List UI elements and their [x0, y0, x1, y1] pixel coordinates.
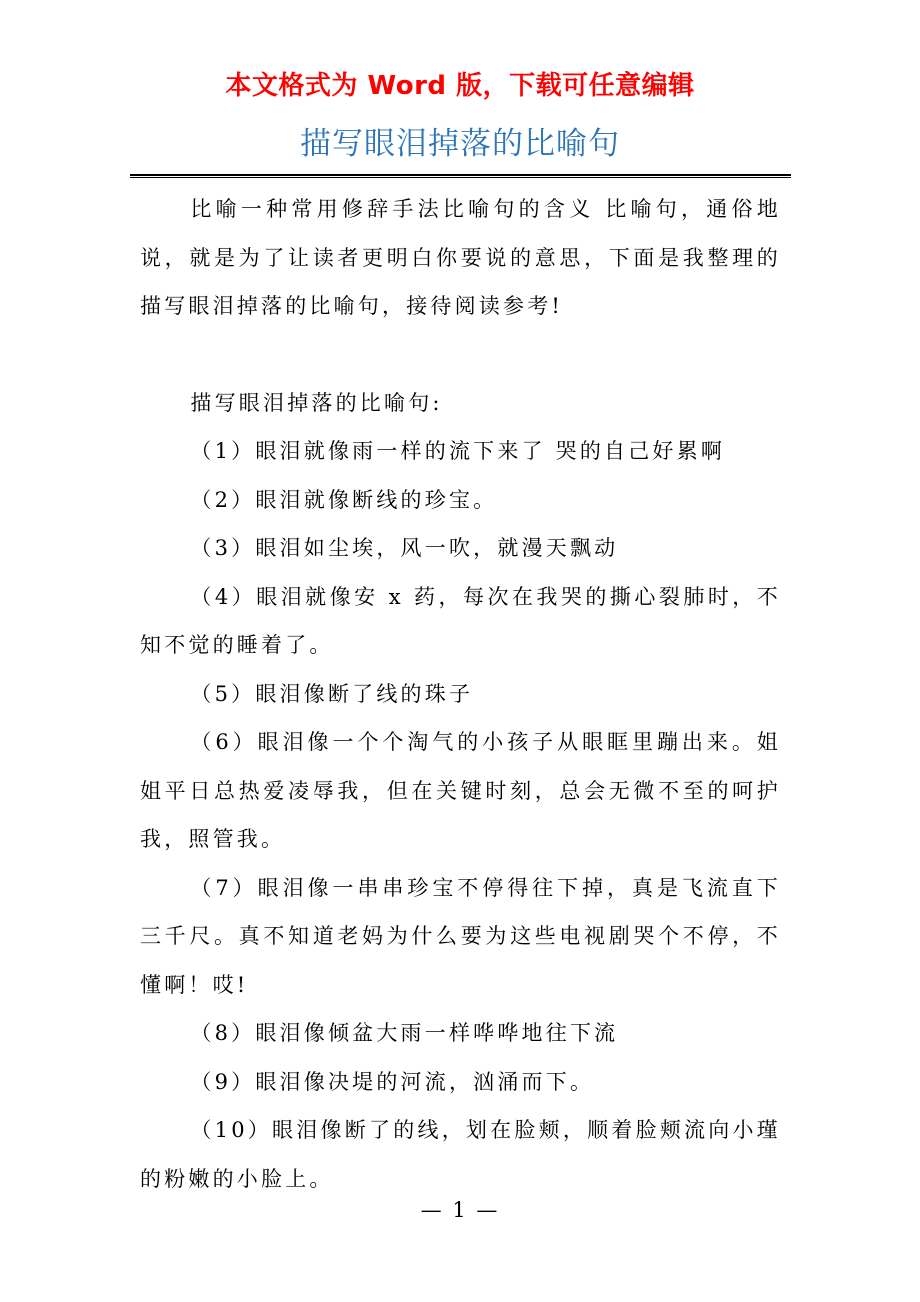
intro-paragraph: 比喻一种常用修辞手法比喻句的含义 比喻句，通俗地说，就是为了让读者更明白你要说的意思，下面是我整理的描写眼泪掉落的比喻句，接待阅读参考!: [140, 197, 781, 318]
list-item: （10）眼泪像断了的线，划在脸颊，顺着脸颊流向小瑾的粉嫩的小脸上。: [140, 1118, 781, 1191]
list-item: （2）眼泪就像断线的珍宝。: [190, 487, 498, 512]
document-body: [140, 185, 781, 1203]
list-item: （3）眼泪如尘埃，风一吹，就漫天飘动: [190, 536, 619, 560]
list-item: （9）眼泪像决堤的河流，汹涌而下。: [190, 1069, 595, 1094]
title-divider: [130, 174, 791, 178]
list-item: （6）眼泪像一个个淘气的小孩子从眼眶里蹦出来。姐姐平日总热爱凌辱我，但在关键时刻，总会无微不至的呵护我，照管我。: [140, 730, 781, 851]
list-item: （8）眼泪像倾盆大雨一样哗哗地往下流: [190, 1021, 619, 1045]
document-title: 描写眼泪掉落的比喻句: [300, 126, 620, 162]
page-number: — 1 —: [420, 1198, 500, 1222]
list-heading: 描写眼泪掉落的比喻句:: [190, 390, 443, 415]
list-item: （5）眼泪像断了线的珠子: [190, 681, 474, 706]
list-item: （7）眼泪像一串串珍宝不停得往下掉，真是飞流直下三千尺。真不知道老妈为什么要为这些电视剧哭个不停，不懂啊！哎!: [140, 875, 781, 997]
editable-format-banner: 本文格式为 Word 版，下载可任意编辑: [225, 71, 695, 101]
list-item: （1）眼泪就像雨一样的流下来了 哭的自己好累啊: [190, 439, 726, 463]
list-item: （4）眼泪就像安 x 药，每次在我哭的撕心裂肺时，不知不觉的睡着了。: [140, 584, 781, 657]
